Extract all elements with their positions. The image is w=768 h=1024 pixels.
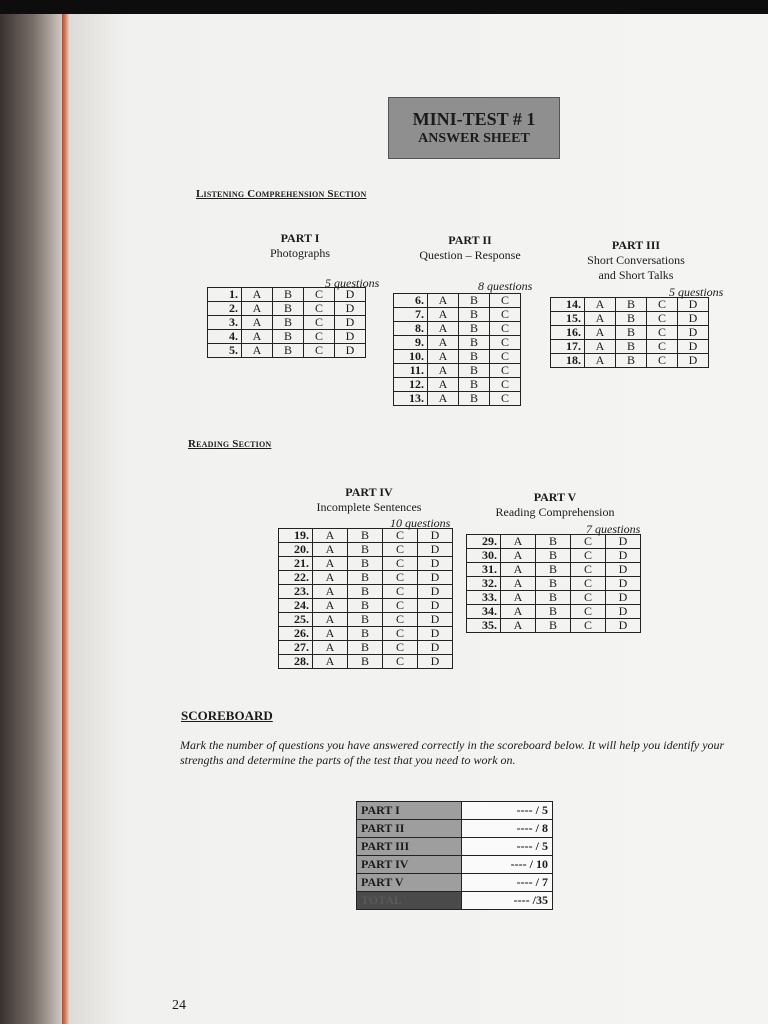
answer-option[interactable]: B [536, 577, 571, 591]
answer-option[interactable]: A [313, 613, 348, 627]
answer-option[interactable]: B [536, 563, 571, 577]
answer-option[interactable]: B [459, 308, 490, 322]
part-3-name: PART III [611, 238, 661, 252]
answer-option[interactable]: C [383, 641, 418, 655]
question-number: 10. [394, 350, 428, 364]
answer-row [208, 344, 366, 358]
answer-option[interactable]: D [418, 655, 453, 669]
answer-option[interactable]: C [571, 577, 606, 591]
answer-option[interactable]: A [501, 563, 536, 577]
answer-option[interactable]: D [418, 599, 453, 613]
answer-option[interactable]: B [273, 302, 304, 316]
answer-option[interactable]: C [490, 336, 521, 350]
question-number: 15. [551, 312, 585, 326]
answer-option[interactable]: C [571, 563, 606, 577]
scoreboard-score-field[interactable]: ---- / 5 [462, 802, 553, 820]
answer-option[interactable]: A [313, 655, 348, 669]
scoreboard-row [357, 892, 553, 910]
answer-option[interactable]: C [571, 605, 606, 619]
answer-option[interactable]: B [616, 354, 647, 368]
answer-option[interactable]: B [348, 641, 383, 655]
answer-row [208, 330, 366, 344]
answer-row [551, 340, 709, 354]
answer-row [279, 529, 453, 543]
answer-row [208, 288, 366, 302]
question-number: 19. [279, 529, 313, 543]
answer-row [394, 364, 521, 378]
answer-option[interactable]: A [242, 344, 273, 358]
answer-option[interactable]: D [335, 288, 366, 302]
answer-option[interactable]: D [418, 557, 453, 571]
answer-option[interactable]: D [606, 563, 641, 577]
answer-option[interactable]: B [348, 529, 383, 543]
answer-option[interactable]: A [428, 350, 459, 364]
question-number: 20. [279, 543, 313, 557]
answer-option[interactable]: B [348, 571, 383, 585]
answer-option[interactable]: B [616, 340, 647, 354]
answer-option[interactable]: B [536, 591, 571, 605]
answer-option[interactable]: A [501, 577, 536, 591]
question-number: 25. [279, 613, 313, 627]
answer-option[interactable]: D [418, 585, 453, 599]
scoreboard-score-field[interactable]: ---- / 8 [462, 820, 553, 838]
scoreboard-heading: SCOREBOARD [181, 708, 273, 723]
answer-option[interactable]: B [536, 535, 571, 549]
answer-row [279, 571, 453, 585]
answer-option[interactable]: B [459, 378, 490, 392]
answer-row [279, 627, 453, 641]
answer-option[interactable]: D [418, 613, 453, 627]
answer-row [551, 326, 709, 340]
answer-option[interactable]: D [606, 619, 641, 633]
answer-option[interactable]: B [536, 549, 571, 563]
answer-row [467, 549, 641, 563]
answer-option[interactable]: C [490, 378, 521, 392]
answer-row [394, 336, 521, 350]
scoreboard-instructions: Mark the number of questions you have answered correctly in the scoreboard below. It will help you identify your strengths and determine the parts of the test that you need to work on. [180, 738, 725, 767]
answer-option[interactable]: A [428, 364, 459, 378]
listening-section-heading: Listening Comprehension Section [196, 188, 367, 200]
part-3-header [574, 238, 698, 283]
answer-option[interactable]: B [459, 364, 490, 378]
answer-option[interactable]: C [571, 591, 606, 605]
answer-row [279, 585, 453, 599]
scoreboard-row [357, 838, 553, 856]
question-number: 30. [467, 549, 501, 563]
answer-row [467, 605, 641, 619]
scoreboard-score-field[interactable]: ---- / 10 [462, 856, 553, 874]
answer-option[interactable]: D [418, 543, 453, 557]
answer-option[interactable]: B [536, 605, 571, 619]
answer-option[interactable]: A [501, 591, 536, 605]
part-4-answer-grid [278, 528, 453, 669]
answer-option[interactable]: B [459, 336, 490, 350]
answer-option[interactable]: C [383, 599, 418, 613]
answer-option[interactable]: A [501, 605, 536, 619]
question-number: 13. [394, 392, 428, 406]
answer-option[interactable]: D [606, 549, 641, 563]
answer-option[interactable]: A [313, 585, 348, 599]
part-3-desc-2: and Short Talks [598, 268, 674, 282]
answer-option[interactable]: B [459, 350, 490, 364]
part-4-desc: Incomplete Sentences [316, 500, 422, 514]
part-2-header [405, 233, 535, 263]
answer-option[interactable]: C [647, 340, 678, 354]
answer-option[interactable]: D [335, 302, 366, 316]
answer-option[interactable]: D [606, 591, 641, 605]
answer-option[interactable]: A [585, 326, 616, 340]
title-box [388, 97, 560, 159]
part-3-desc-1: Short Conversations [587, 253, 685, 267]
answer-option[interactable]: A [585, 354, 616, 368]
answer-option[interactable]: C [304, 330, 335, 344]
title-line-1: MINI-TEST # 1 [412, 109, 536, 129]
scoreboard-part-label: PART IV [357, 856, 462, 874]
question-number: 18. [551, 354, 585, 368]
question-number: 22. [279, 571, 313, 585]
answer-option[interactable]: A [242, 288, 273, 302]
answer-option[interactable]: D [678, 354, 709, 368]
answer-option[interactable]: A [428, 308, 459, 322]
answer-option[interactable]: A [585, 312, 616, 326]
answer-option[interactable]: A [501, 549, 536, 563]
question-number: 17. [551, 340, 585, 354]
question-number: 34. [467, 605, 501, 619]
answer-option[interactable]: D [418, 529, 453, 543]
part-4-header [300, 485, 438, 515]
scoreboard-part-label: PART II [357, 820, 462, 838]
answer-option[interactable]: D [335, 330, 366, 344]
answer-row [208, 316, 366, 330]
answer-option[interactable]: C [490, 322, 521, 336]
answer-option[interactable]: B [348, 655, 383, 669]
answer-option[interactable]: B [459, 322, 490, 336]
answer-option[interactable]: B [348, 557, 383, 571]
answer-option[interactable]: C [647, 354, 678, 368]
page-edges [62, 14, 70, 1024]
answer-row [279, 543, 453, 557]
scoreboard-part-label: PART III [357, 838, 462, 856]
answer-row [279, 557, 453, 571]
answer-row [394, 294, 521, 308]
answer-option[interactable]: A [313, 529, 348, 543]
answer-option[interactable]: C [304, 302, 335, 316]
answer-option[interactable]: C [383, 655, 418, 669]
page-number: 24 [172, 998, 186, 1013]
question-number: 32. [467, 577, 501, 591]
question-number: 24. [279, 599, 313, 613]
question-number: 31. [467, 563, 501, 577]
question-number: 12. [394, 378, 428, 392]
scoreboard-row [357, 820, 553, 838]
answer-option[interactable]: C [304, 316, 335, 330]
answer-option[interactable]: D [418, 627, 453, 641]
answer-option[interactable]: B [348, 543, 383, 557]
answer-option[interactable]: A [501, 535, 536, 549]
question-number: 27. [279, 641, 313, 655]
answer-row [279, 641, 453, 655]
answer-row [467, 577, 641, 591]
question-number: 7. [394, 308, 428, 322]
answer-row [394, 392, 521, 406]
part-2-answer-grid [393, 293, 521, 406]
part-2-name: PART II [448, 233, 492, 247]
answer-option[interactable]: A [585, 298, 616, 312]
answer-option[interactable]: A [313, 641, 348, 655]
answer-option[interactable]: C [383, 613, 418, 627]
answer-option[interactable]: B [273, 330, 304, 344]
answer-option[interactable]: C [383, 571, 418, 585]
answer-option[interactable]: D [678, 340, 709, 354]
answer-option[interactable]: C [647, 312, 678, 326]
answer-option[interactable]: D [678, 298, 709, 312]
answer-option[interactable]: B [459, 294, 490, 308]
question-number: 33. [467, 591, 501, 605]
part-5-answer-grid [466, 534, 641, 633]
scoreboard-part-label: TOTAL [357, 892, 462, 910]
answer-option[interactable]: B [273, 344, 304, 358]
answer-option[interactable]: A [242, 316, 273, 330]
answer-option[interactable]: B [348, 613, 383, 627]
answer-option[interactable]: A [501, 619, 536, 633]
answer-row [279, 599, 453, 613]
answer-row [279, 655, 453, 669]
answer-option[interactable]: A [313, 557, 348, 571]
answer-option[interactable]: D [335, 316, 366, 330]
question-number: 35. [467, 619, 501, 633]
question-number: 28. [279, 655, 313, 669]
question-number: 9. [394, 336, 428, 350]
answer-option[interactable]: D [678, 326, 709, 340]
answer-row [394, 378, 521, 392]
answer-option[interactable]: B [536, 619, 571, 633]
answer-option[interactable]: C [383, 543, 418, 557]
answer-row [394, 308, 521, 322]
answer-row [467, 535, 641, 549]
part-3-answer-grid [550, 297, 709, 368]
answer-option[interactable]: A [428, 322, 459, 336]
answer-row [394, 322, 521, 336]
answer-option[interactable]: A [242, 302, 273, 316]
part-1-desc: Photographs [270, 246, 330, 260]
answer-option[interactable]: A [428, 392, 459, 406]
scoreboard-row [357, 856, 553, 874]
question-number: 29. [467, 535, 501, 549]
part-2-desc: Question – Response [419, 248, 521, 262]
answer-row [551, 298, 709, 312]
scoreboard-row [357, 802, 553, 820]
answer-option[interactable]: C [490, 364, 521, 378]
question-number: 2. [208, 302, 242, 316]
answer-option[interactable]: C [304, 344, 335, 358]
part-3-count: 5 questions [669, 285, 724, 299]
reading-section-heading: Reading Section [188, 438, 272, 450]
answer-option[interactable]: A [313, 543, 348, 557]
answer-option[interactable]: C [647, 326, 678, 340]
answer-option[interactable]: B [348, 585, 383, 599]
question-number: 5. [208, 344, 242, 358]
answer-option[interactable]: D [418, 571, 453, 585]
answer-option[interactable]: A [313, 571, 348, 585]
question-number: 3. [208, 316, 242, 330]
answer-option[interactable]: C [383, 585, 418, 599]
scoreboard-row [357, 874, 553, 892]
question-number: 1. [208, 288, 242, 302]
answer-row [394, 350, 521, 364]
answer-row [551, 354, 709, 368]
question-number: 21. [279, 557, 313, 571]
question-number: 26. [279, 627, 313, 641]
answer-option[interactable]: B [273, 316, 304, 330]
answer-option[interactable]: B [616, 326, 647, 340]
part-5-name: PART V [533, 490, 577, 504]
answer-row [208, 302, 366, 316]
answer-option[interactable]: A [585, 340, 616, 354]
answer-option[interactable]: A [313, 599, 348, 613]
answer-option[interactable]: D [418, 641, 453, 655]
scoreboard-score-field[interactable]: ---- / 7 [462, 874, 553, 892]
part-4-count: 10 questions [390, 516, 451, 530]
question-number: 11. [394, 364, 428, 378]
scoreboard-part-label: PART I [357, 802, 462, 820]
question-number: 23. [279, 585, 313, 599]
answer-row [279, 613, 453, 627]
answer-option[interactable]: A [313, 627, 348, 641]
answer-option[interactable]: C [571, 549, 606, 563]
part-1-answer-grid [207, 287, 366, 358]
question-number: 16. [551, 326, 585, 340]
answer-option[interactable]: B [348, 627, 383, 641]
title-line-2: ANSWER SHEET [418, 131, 530, 146]
part-5-header [480, 490, 630, 520]
answer-option[interactable]: A [428, 378, 459, 392]
answer-option[interactable]: D [335, 344, 366, 358]
answer-option[interactable]: C [647, 298, 678, 312]
answer-option[interactable]: C [490, 294, 521, 308]
answer-row [467, 563, 641, 577]
answer-option[interactable]: C [304, 288, 335, 302]
answer-option[interactable]: B [459, 392, 490, 406]
book-spine [0, 14, 62, 1024]
question-number: 4. [208, 330, 242, 344]
part-5-desc: Reading Comprehension [495, 505, 615, 519]
scoreboard-part-label: PART V [357, 874, 462, 892]
answer-option[interactable]: C [571, 535, 606, 549]
part-5-count: 7 questions [586, 522, 641, 536]
answer-option[interactable]: D [606, 605, 641, 619]
answer-option[interactable]: C [490, 350, 521, 364]
part-1-count: 5 questions [325, 276, 380, 290]
answer-row [551, 312, 709, 326]
answer-option[interactable]: D [606, 577, 641, 591]
part-1-header [240, 231, 360, 261]
answer-option[interactable]: A [242, 330, 273, 344]
answer-option[interactable]: A [428, 294, 459, 308]
answer-option[interactable]: D [606, 535, 641, 549]
answer-row [467, 619, 641, 633]
answer-option[interactable]: D [678, 312, 709, 326]
part-4-name: PART IV [345, 485, 393, 499]
scoreboard-score-field[interactable]: ---- /35 [462, 892, 553, 910]
part-1-name: PART I [280, 231, 320, 245]
answer-row [467, 591, 641, 605]
answer-option[interactable]: C [571, 619, 606, 633]
part-2-count: 8 questions [478, 279, 533, 293]
answer-option[interactable]: B [273, 288, 304, 302]
scoreboard-table [356, 801, 553, 910]
answer-option[interactable]: C [490, 392, 521, 406]
question-number: 14. [551, 298, 585, 312]
question-number: 8. [394, 322, 428, 336]
answer-option[interactable]: C [383, 529, 418, 543]
question-number: 6. [394, 294, 428, 308]
answer-option[interactable]: B [348, 599, 383, 613]
answer-option[interactable]: B [616, 298, 647, 312]
scoreboard-score-field[interactable]: ---- / 5 [462, 838, 553, 856]
answer-option[interactable]: C [383, 627, 418, 641]
answer-option[interactable]: C [490, 308, 521, 322]
answer-option[interactable]: A [428, 336, 459, 350]
answer-option[interactable]: B [616, 312, 647, 326]
answer-option[interactable]: C [383, 557, 418, 571]
